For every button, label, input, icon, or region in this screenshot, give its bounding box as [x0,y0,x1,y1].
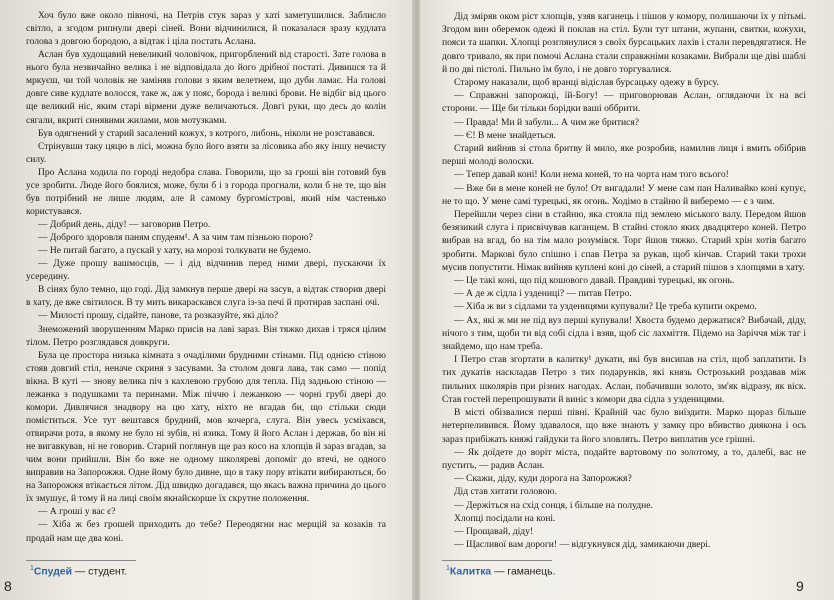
paragraph: — Прощавай, діду! [454,525,534,537]
paragraph: — Держіться на схід сонця, і більше на полудне. [454,499,653,511]
paragraph: — Тепер давай коні! Коли нема коней, то на чорта нам того всього! [454,169,729,181]
paragraph: Перейшли через сіни в стайню, яка стояла під землею міського валу. Передом йшов безязикий слуга і присвічував каганцем. В стайні стояло яких двадцятеро коней. Петро вибрав на вгад, бо на тім мало розумівся. Торг йшов тяжко. Старий хрін хотів багато зробити. Маркові було спішно і спав Петра за рукав, щоб кінчав. Старий таки трохи мусив попустити. Німак вийняв куплені коні до сіней, а старий пішов з хлопцями в хату. [442,209,806,273]
paragraph: Хоч було вже около півночі, на Петрів стук зараз у хаті заметушилися. Заблисло світло, а згодом рипнули двері сіней. Вони відчинилися, й показалася зразу кудлата голова з довгою бородою, а відтак і ціла постать Аслана. [26,11,386,48]
paragraph: — А гроші у вас є? [38,507,116,518]
paragraph: — Це такі коні, що під кошового давай. Правдиві турецькі, як огонь. [454,275,735,287]
paragraph: Аслан був худощавий невеликий чоловічок, пригорблений від старості. Зате голова в нього була незвичайно велика і не відповідала до його дрібної постаті. Дивишся та й мркуєш, чи той чоловік не заміняв голови з яким велетнем, що дуби ламає. На голові довге сиве кудлате волосся, таке ж, аж у пояс, борода і великі брови. Не відбіг від цього ще великий ніс, яким старі вірмени дуже величаються. Довгі руки, що десь до колін сягали, вкриті синявими жилами, мов мотузками. [26,50,386,126]
paragraph: Знеможений зворушенням Марко присів на лаві зараз. Він тяжко дихав і тряся цілим тілом. Петро розглядався довкруги. [26,324,386,348]
paragraph: — Щасливої вам дороги! — відгукнувся дід, замикаючи двері. [454,539,711,551]
paragraph: — Є! В мене знайдеться. [454,129,556,141]
right-page [420,0,834,600]
footnote-marker: 1 [30,565,34,572]
paragraph: Старому наказали, щоб вранці відіслав бурсацьку одежу в бурсу. [454,77,719,89]
footnote-term: Спудей [33,566,72,578]
footnote-divider [26,560,136,561]
paragraph: Була це простора низька кімната з очаділими брудними стінами. Під однією стіною стояв довгий стіл, неначе скриня з засувами. За столом довга лава, так само — попід вікна. В куті — знову велика піч з кахлевою грубою для тепла. Під задньою стіною — лежанка з подушками та перинами. Між піччю і лежанкою — чорні грубі двері до комори. Дивлячися знадвору на цю хату, ніхто не вгадав би, що стільки сюди поміститься. Усе тут вештався брудний, мов кочерга, слуга. Він увесь усміхався, отвирачи рота, в якому не було ні зубів, ні язика. Тому й його Аслан і держав, бо він ні не вигавкував, ні не говорив. Старий поглянув ще раз косо на хлопців й зараз вгадав, за чим вони прийшли. Він бо вже не одному школяреві допоміг до втечі, не одного виправив на Запорожжя. Одне йому було дивне, що в таку пору втікати вибираються, бо на Запорожжя втікається літом. Дід швидко догадався, що якась важна причина до цього їх змушує, й тому й на лиці своїм якнайскорше їх скрутне положення. [26,350,386,505]
footnote-definition: — студент. [71,566,128,578]
paragraph: — Ах, які ж ми не під вуз перші купували! Хвоста будемо держатися? Вибачай, діду, нічого з тим, щоби ти від собі сідла і взяв, щоб сіс лахміття. Підемо на Заріччя між таг і знайдемо, що нам треба. [442,314,806,353]
paragraph: Старий вийняв зі стола бритву й мило, яке розробив, намилив лиця і вмить обібрив перші молоді волоски. [442,143,806,168]
paragraph: В місті обізвалися перші півні. Крайній час було виїздити. Марко щораз більше нетерпеливився. Йому здавалося, що вже знають у замку про вбивство дияконa і ось зараз прибіжать княжі гайдуки та його зловлять. Петро виплатив усе грішні. [442,407,806,445]
paragraph: — Справжні запорожці, їй-Богу! — приговорював Аслан, оглядаючи їх на всі сторони. — Ще би тільки борідки ваші оббрити. [442,90,806,115]
paragraph: В сінях було темно, що годі. Дід замкнув перше двері на засув, а відтак створив двері в хату, де вже світилося. В ту мить викараскався слуга із-за печі й протирав заспані очі. [26,285,386,309]
paragraph: Хлопці посідали на коні. [454,512,556,524]
paragraph: — Не питай багато, а пускай у хату, на морозі толкувати не будемо. [38,246,311,257]
paragraph: — Хіба ж без грошей приходить до тебе? Переодягни нас мерщій за козаків та продай нам ще два коні. [26,520,386,544]
paragraph: — Хіба ж ви з сідлами та узденицями купували? Це треба купити окремо. [454,301,757,313]
page-number: 8 [4,578,12,594]
footnote [446,565,555,577]
paragraph: — А де ж сідла і уздениці? — питав Петро. [454,288,632,300]
paragraph: — Доброго здоровля паням спудеям¹. А за чим там пізньою порою? [38,233,313,244]
footnote [30,565,127,577]
paragraph: — Правда! Ми й забули... А чим же бритися? [454,116,640,128]
paragraph: — Скажи, діду, куди дорога на Запорожжя? [454,473,632,485]
paragraph: Був одягнений у старий засалений кожух, з котрого, либонь, ніколи не розставався. [38,128,375,139]
paragraph: — Вже би в мене коней не було! От вигадали! У мене сам пан Наливайко коні купує, не то що. У мене самі турецькі, як огонь. Ходімо в стайню й виберемо — є з чим. [442,182,806,207]
paragraph: Про Аслана ходила по городі недобра слава. Говорили, що за гроші він готовий був усе зробити. Люде його боялися, може, були б і з города прогнали, коли б не те, що він був потрібний не лише людям, але й самому бургомістрові, який нім частенько користувався. [26,167,386,217]
paragraph: — Дуже прошу вашмосців, — і дід відчинив перед ними двері, пускаючи їх усередину. [26,259,386,283]
right-page-text [442,10,806,551]
footnote-definition: — гаманець. [491,566,556,578]
paragraph: І Петро став згортати в калитку¹ дукати, які був висипав на стіл, щоб заплатити. Із тих дукатів наскладав Петро з тих подарунків, які князь Острозький роздавав між пильних школярів при різних нагодах. Аслан, побачивши золото, зм'як відразу, як віск. Став гостей перепрошувати й виніс з комори два сідла з узденицями. [442,354,806,405]
footnote-marker: 1 [446,565,450,572]
paragraph: Стрінувши таку цяцю в лісі, можна було його взяти за лісовика або яку іншу нечисту силу. [26,141,386,165]
paragraph: — Як доїдете до ворiт міста, подайте вартовому по золотому, а то, далебі, вас не пустить, — радив Аслан. [442,446,806,471]
paragraph: Дід став хитати головою. [454,486,557,498]
left-page-text [26,10,386,546]
paragraph: — Милості прошу, сідайте, панове, та розказуйте, які діло? [38,311,279,322]
page-number: 9 [796,578,804,594]
footnote-term: Калитка [449,566,492,578]
footnote-divider [442,560,552,561]
paragraph: Дід зміряв оком ріст хлопців, узяв каганець і пішов у комору, полишаючи їх у пітьмі. Згодом вин оберемок одежі й поклав на стіл. Були тут штани, жупани, свитки, кожухи, пояси та шапки. Хлопці розглянулися з своїх бурсацьких лахів і стали перевдягатися. Не довго тривало, як при помочі Аслана стали справжніми козаками. Вибрали ще діві шаблі й по дві пістолі. Пильно їм було, і не довго торгувалися. [442,11,806,75]
left-page [0,0,414,600]
paragraph: — Добрий день, діду! — заговорив Петро. [38,220,211,230]
